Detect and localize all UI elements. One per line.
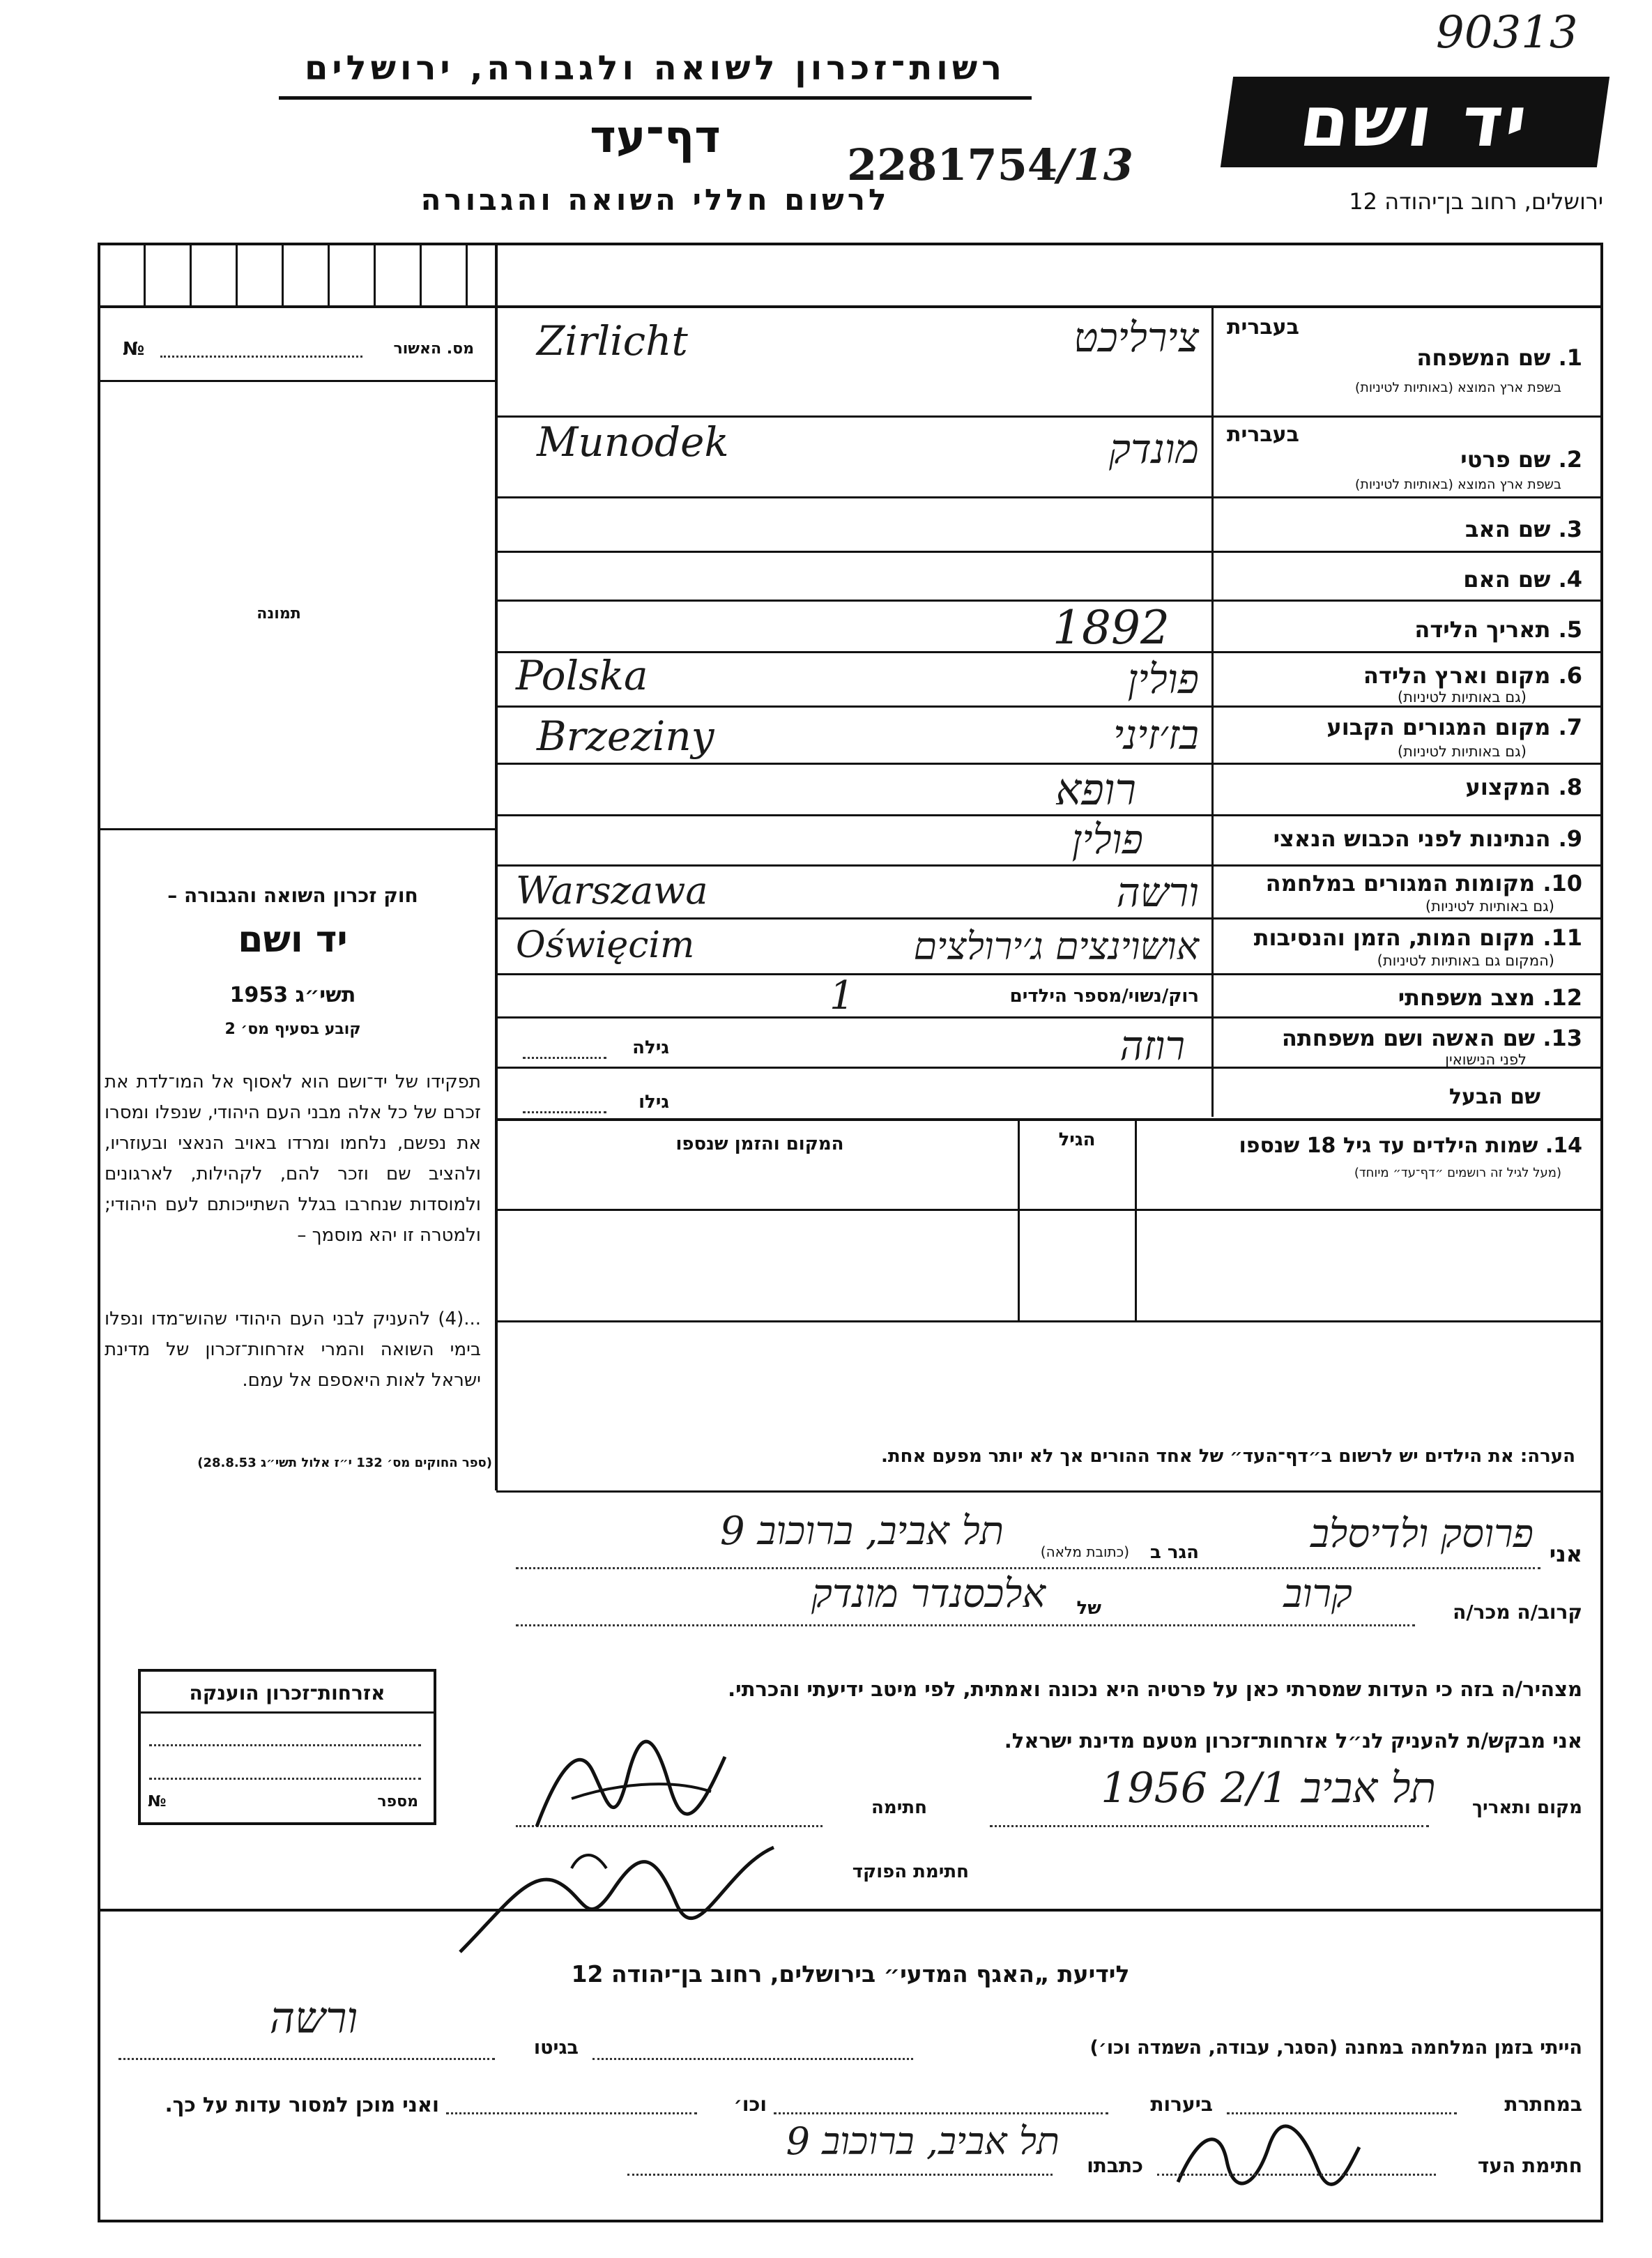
- wife-age-label: גילה: [632, 1037, 669, 1058]
- field-5-value[interactable]: 1892: [1053, 601, 1170, 655]
- field-2-label: [1227, 446, 1582, 473]
- field-12-label: [1227, 984, 1582, 1011]
- law-clause: קובע בסעיף מס׳ 2: [224, 1021, 361, 1038]
- field-10-number: 10.: [1543, 870, 1582, 897]
- field-1-value-hebrew[interactable]: צירליכט: [1073, 314, 1199, 361]
- field-13-name: שם האשה ושם משפחתה: [1281, 1025, 1536, 1051]
- form-subtitle: לרשום חללי השואה והגבורה: [420, 183, 890, 217]
- note-line: הערה: את הילדים יש לרשום ב״דף־העד״ של אחד ההורים אך לא יותר מפעם אחת.: [880, 1446, 1575, 1467]
- field-6-label: [1227, 662, 1582, 689]
- field-6-sub: (גם באותיות לטיניות): [1397, 689, 1527, 705]
- field-13-sub: לפני הנישואין: [1445, 1051, 1527, 1068]
- place-date-label: מקום ותאריך: [1472, 1797, 1582, 1818]
- citizenship-number-label: מספר: [377, 1793, 418, 1810]
- field-6-value-hebrew[interactable]: פולין: [1127, 655, 1199, 703]
- law-text: תפקידו של יד־ושם הוא לאסוף אל המו־לדת את זכרם של כל אלה מבני העם היהודי, שנפלו ומסרו את נפשם, נלחמו ומרדו באויב הנאצי ובעוזריו, ולהציב שם וזכר להם, לקהילות, לארגונים ולמוסדות שנחרבו בגלל השתייכותם לעם היהודי; ולמטרה זו יהא מוסמך –: [105, 1071, 481, 1246]
- footer-heading: לידיעת „האגף המדעי״ בירושלים, רחוב בן־יהודה 12: [571, 1960, 1130, 1988]
- field-4-number: 4.: [1558, 566, 1582, 593]
- field-4-name: שם האם: [1463, 566, 1551, 593]
- declarant-signature: [530, 1729, 739, 1840]
- children-title-row: [1143, 1134, 1582, 1158]
- field-10-value-latin[interactable]: Warszawa: [516, 869, 708, 913]
- field-11-sub: (המקום גם באותיות לטיניות): [1377, 952, 1554, 969]
- field-9-name: הנתינות לפני הכבוש הנאצי: [1273, 825, 1551, 852]
- field-8-label: [1227, 774, 1582, 800]
- children-note: (מעל לגיל זה רושמים ״דף־עד״ מיוחד): [1354, 1166, 1561, 1180]
- law-source: (ספר החוקים מס׳ 132 י״ז אלול תשי״ג 28.8.53): [197, 1456, 492, 1470]
- etc-label: וכו׳: [733, 2093, 767, 2116]
- field-1-value-latin[interactable]: Zirlicht: [537, 317, 688, 365]
- field-10-value-hebrew[interactable]: ורשה: [1116, 869, 1199, 916]
- citizenship-no-sign: №: [148, 1793, 167, 1810]
- husband-age-label: גילו: [638, 1092, 669, 1113]
- children-place-header: המקום והזמן שנספו: [675, 1134, 844, 1154]
- field-11-value-hebrew[interactable]: אושוינצים ג׳ירולצים: [913, 924, 1199, 968]
- law-title: חוק זכרון השואה והגבורה –: [167, 884, 418, 907]
- field-7-name: מקום המגורים הקבוע: [1326, 714, 1551, 740]
- relation-label: קרוב/ה מכר/ה: [1453, 1601, 1582, 1624]
- approval-no-sign: №: [123, 339, 145, 360]
- field-8-number: 8.: [1558, 774, 1582, 800]
- declarant-residing-label: הגר ב: [1149, 1542, 1199, 1563]
- field-9-number: 9.: [1558, 825, 1582, 852]
- field-9-value[interactable]: פולין: [1071, 816, 1143, 863]
- declarant-address-hint: (כתובת מלאה): [1040, 1543, 1129, 1560]
- field-12-name: מצב משפחתי: [1398, 984, 1536, 1011]
- field-7-sub: (גם באותיות לטיניות): [1397, 743, 1527, 760]
- field-3-number: 3.: [1558, 516, 1582, 542]
- header-address: ירושלים, רחוב בן־יהודה 12: [1349, 188, 1603, 215]
- field-3-label: [1227, 516, 1582, 542]
- hiding-label: במחתרת: [1504, 2093, 1582, 2116]
- children-number: 14.: [1545, 1134, 1582, 1158]
- logo-text: יד ושם: [1295, 81, 1535, 162]
- field-7-value-hebrew[interactable]: בז׳זיני: [1113, 711, 1199, 758]
- of-label: של: [1076, 1598, 1101, 1619]
- field-11-name: מקום המות, הזמן והנסיבות: [1253, 924, 1536, 951]
- testify-text: ואני מוכן למסור עדות על כך.: [165, 2093, 439, 2116]
- camp-line: הייתי בזמן המלחמה במחנה (הסגר, עבודה, השמדה וכו׳): [1089, 2037, 1582, 2059]
- declaration-text: מצהיר/ה בזה כי העדות שמסרתי כאן על פרטיה היא נכונה ואמתית, לפי מיטב ידיעתי והכרתי.: [728, 1677, 1582, 1701]
- approval-label: מס. האשור: [393, 340, 474, 358]
- witness-address-value[interactable]: תל אביב, ברוכוב 9: [786, 2119, 1060, 2163]
- field-11-value-latin[interactable]: Oświęcim: [516, 924, 695, 966]
- field-2-name: שם פרטי: [1460, 446, 1551, 473]
- field-7-value-latin[interactable]: Brzeziny: [537, 712, 714, 760]
- field-3-name: שם האב: [1464, 516, 1551, 542]
- citizenship-title: אזרחות־זכרון הוענקה: [189, 1681, 385, 1704]
- law-name: יד ושם: [238, 919, 348, 961]
- official-signature-label: חתימת הפוקד: [852, 1861, 969, 1882]
- ghetto-label: בגיטו: [533, 2037, 579, 2059]
- field-12-number: 12.: [1543, 984, 1582, 1011]
- field-5-number: 5.: [1558, 616, 1582, 643]
- field-10-sub: (גם באותיות לטיניות): [1425, 898, 1554, 915]
- field-1-number: 1.: [1558, 344, 1582, 371]
- field-2-number: 2.: [1558, 446, 1582, 473]
- field-7-label: [1227, 714, 1582, 740]
- field-13-value[interactable]: רוזה: [1119, 1022, 1185, 1069]
- declarant-address[interactable]: תל אביב, ברוכוב 9: [720, 1509, 1004, 1554]
- family-status-options: רוק/נשוי/מספר הילדים: [1009, 986, 1199, 1007]
- law-year: תשי״ג 1953: [229, 983, 356, 1007]
- field-1-name: שם המשפחה: [1416, 344, 1551, 371]
- field-5-name: תאריך הלידה: [1414, 616, 1551, 643]
- form-title: דף־עד: [590, 112, 721, 163]
- children-title: שמות הילדים עד גיל 18 שנספו: [1239, 1134, 1538, 1158]
- field-11-number: 11.: [1543, 924, 1582, 951]
- field-2-value-hebrew[interactable]: מונדק: [1108, 425, 1199, 473]
- request-text: אני מבקש/ת להעניק לנ״ל אזרחות־זכרון מטעם מדינת ישראל.: [1004, 1729, 1582, 1753]
- place-date-value[interactable]: תל אביב 2/1 1956: [1101, 1764, 1436, 1813]
- photo-label: תמונה: [257, 605, 301, 623]
- field-2-hebrew-tag: בעברית: [1227, 422, 1299, 447]
- field-5-label: [1227, 616, 1582, 643]
- declarant-name[interactable]: פרוסק ולדיסלב: [1310, 1511, 1534, 1557]
- field-4-label: [1227, 566, 1582, 593]
- ghetto-value[interactable]: ורשה: [269, 1992, 358, 2043]
- witness-signature-label: חתימת העד: [1477, 2154, 1582, 2177]
- official-signature: [446, 1826, 795, 1966]
- relation-value[interactable]: קרוב: [1283, 1571, 1352, 1617]
- field-2-value-latin[interactable]: Munodek: [537, 418, 729, 466]
- forests-label: ביערות: [1150, 2093, 1213, 2116]
- field-8-name: המקצוע: [1465, 774, 1551, 800]
- children-age-header: הגיל: [1058, 1129, 1096, 1150]
- field-7-number: 7.: [1558, 714, 1582, 740]
- field-10-name: מקומות המגורים במלחמה: [1265, 870, 1536, 897]
- of-value[interactable]: אלכסנדר מונדק: [811, 1571, 1046, 1617]
- witness-address-label: כתבתו: [1087, 2154, 1143, 2177]
- witness-signature: [1171, 2119, 1366, 2196]
- law-text-2: ...(4) להעניק לבני העם היהודי שהוש־מדו ונפלו בימי השואה והמרי אזרחות־זכרון של מדינת ישראל לאות היאספם אל עמם.: [105, 1309, 481, 1391]
- family-status-children-count[interactable]: 1: [829, 973, 855, 1019]
- serial-suffix: /13: [1057, 139, 1133, 190]
- field-13-label: [1227, 1025, 1582, 1051]
- field-1-sub: בשפת ארץ המוצא (באותיות לטיניות): [1354, 380, 1561, 395]
- field-11-label: [1227, 924, 1582, 951]
- field-1-hebrew-tag: בעברית: [1227, 315, 1299, 340]
- field-2-sub: בשפת ארץ המוצא (באותיות לטיניות): [1354, 477, 1561, 492]
- yad-vashem-logo: [1221, 77, 1609, 167]
- field-6-number: 6.: [1558, 662, 1582, 689]
- stamp-number: 90313: [1436, 7, 1578, 59]
- field-10-label: [1227, 870, 1582, 897]
- signature-label: חתימה: [871, 1797, 927, 1818]
- authority-line: רשות־זכרון לשואה ולגבורה, ירושלים: [304, 49, 1007, 88]
- declarant-ani: אני: [1549, 1541, 1582, 1567]
- field-9-label: [1227, 825, 1582, 852]
- field-6-value-latin[interactable]: Polska: [516, 652, 648, 699]
- field-13-number: 13.: [1543, 1025, 1582, 1051]
- husband-label: שם הבעל: [1448, 1085, 1540, 1109]
- field-8-value[interactable]: רופא: [1055, 764, 1136, 815]
- field-6-name: מקום וארץ הלידה: [1363, 662, 1551, 689]
- field-1-label: [1227, 344, 1582, 371]
- serial-digits: 2281754: [847, 139, 1057, 190]
